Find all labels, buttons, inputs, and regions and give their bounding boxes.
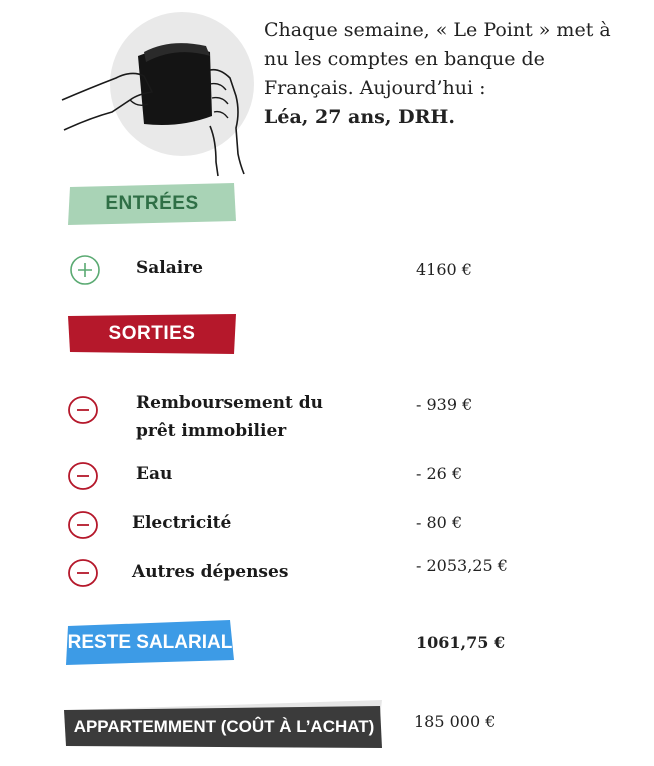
- income-header-text: ENTRÉES: [105, 193, 199, 214]
- remaining-amount: 1061,75 €: [416, 633, 506, 652]
- income-label-salaire: Salaire: [136, 258, 203, 278]
- expense-label-electricite: Electricité: [132, 513, 232, 533]
- remaining-section-header: [66, 620, 234, 665]
- expense-label-loan-line2: prêt immobilier: [136, 421, 287, 441]
- expenses-section-header: [68, 314, 236, 354]
- expense-label-autres: Autres dépenses: [132, 562, 289, 582]
- minus-circle-icon: [66, 393, 100, 427]
- expense-label-loan: [136, 389, 323, 445]
- expense-amount-electricite: - 80 €: [416, 513, 463, 532]
- remaining-header-text: RESTE SALARIAL: [67, 631, 233, 653]
- income-section-header: [68, 183, 236, 225]
- expense-label-loan-line1: Remboursement du: [136, 393, 324, 413]
- apartment-header-text: APPARTEMMENT (COÛT À L’ACHAT): [73, 717, 375, 736]
- expenses-header-text: SORTIES: [108, 323, 196, 344]
- apartment-section-header: [64, 700, 384, 748]
- plus-circle-icon: [68, 253, 102, 287]
- intro-paragraph: [264, 16, 624, 132]
- intro-text: Chaque semaine, « Le Point » met à nu les comptes en banque de Français. Aujourd’hui :: [264, 19, 611, 99]
- minus-circle-icon: [66, 508, 100, 542]
- expense-label-eau: Eau: [136, 464, 173, 484]
- minus-circle-icon: [66, 459, 100, 493]
- expense-amount-autres: - 2053,25 €: [416, 556, 508, 575]
- wallet-illustration: [60, 12, 260, 177]
- income-amount-salaire: 4160 €: [416, 260, 472, 279]
- expense-amount-eau: - 26 €: [416, 464, 463, 483]
- apartment-amount: 185 000 €: [414, 712, 496, 731]
- expense-amount-loan: - 939 €: [416, 395, 473, 414]
- minus-circle-icon: [66, 556, 100, 590]
- intro-subject: Léa, 27 ans, DRH.: [264, 106, 455, 128]
